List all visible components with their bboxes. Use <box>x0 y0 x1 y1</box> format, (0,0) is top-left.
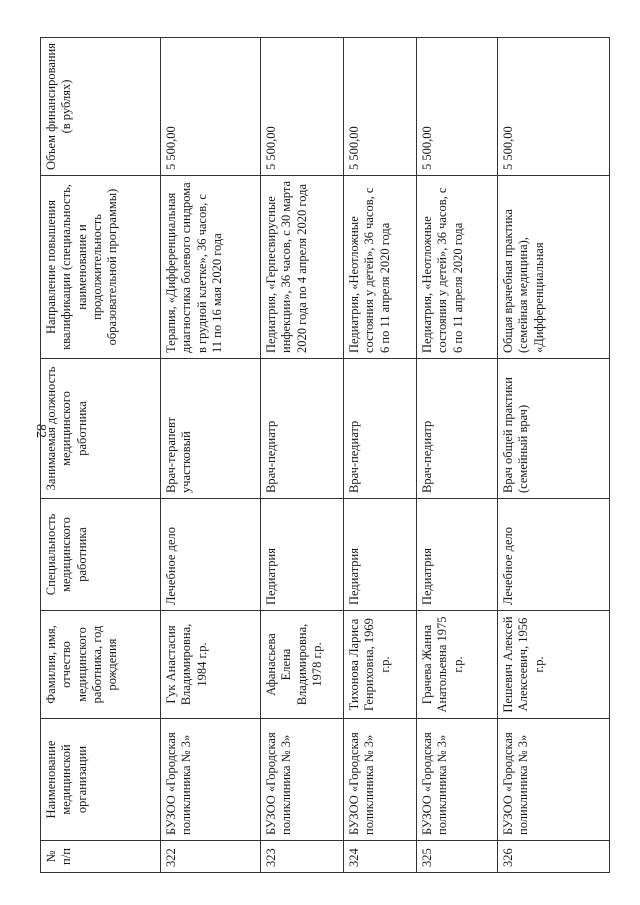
row-training: Терапия, «Дифференциальная диагностика болевого синдрома в грудной клетке», 36 часов, с 11 по 16 мая 2020 года <box>161 176 261 359</box>
row-specialty: Лечебное дело <box>498 499 610 611</box>
table-row <box>417 38 498 873</box>
row-training: Общая врачебная практика (семейная медицина), «Дифференциальная <box>498 176 610 359</box>
row-position: Врач общей практики (семейный врач) <box>498 359 610 499</box>
row-specialty: Педиатрия <box>261 499 344 611</box>
row-number: 322 <box>161 841 261 873</box>
row-number: 324 <box>344 841 417 873</box>
table-row <box>344 38 417 873</box>
row-organization: БУЗОО «Городская поликлиника № 3» <box>498 719 610 841</box>
row-position: Врач-педиатр <box>417 359 498 499</box>
row-training: Педиатрия, «Неотложные состояния у детей», 36 часов, с 6 по 11 апреля 2020 года <box>417 176 498 359</box>
row-specialty: Педиатрия <box>344 499 417 611</box>
row-organization: БУЗОО «Городская поликлиника № 3» <box>261 719 344 841</box>
row-specialty: Лечебное дело <box>161 499 261 611</box>
header-num: № п/п <box>41 841 161 873</box>
row-position: Врач-педиатр <box>344 359 417 499</box>
row-person: Гук Анастасия Владимировна, 1984 г.р. <box>161 611 261 719</box>
header-position: Занимаемая должность медицинского работника <box>41 359 161 499</box>
table-row <box>161 38 261 873</box>
row-training: Педиатрия, «Герпесвирусные инфекции», 36 часов, с 30 марта 2020 года по 4 апреля 2020 года <box>261 176 344 359</box>
row-amount: 5 500,00 <box>161 38 261 176</box>
table-row <box>261 38 344 873</box>
row-amount: 5 500,00 <box>498 38 610 176</box>
row-amount: 5 500,00 <box>344 38 417 176</box>
page-number: 82 <box>33 424 48 438</box>
row-person: Тихонова Лариса Генриховна, 1969 г.р. <box>344 611 417 719</box>
training-table <box>40 37 610 873</box>
header-amount: Объем финансирования (в рублях) <box>41 38 161 176</box>
row-amount: 5 500,00 <box>417 38 498 176</box>
row-position: Врач-педиатр <box>261 359 344 499</box>
row-number: 325 <box>417 841 498 873</box>
row-training: Педиатрия, «Неотложные состояния у детей», 36 часов, с 6 по 11 апреля 2020 года <box>344 176 417 359</box>
header-specialty: Специальность медицинского работника <box>41 499 161 611</box>
header-person: Фамилия, имя, отчество медицинского работника, год рождения <box>41 611 161 719</box>
row-organization: БУЗОО «Городская поликлиника № 3» <box>417 719 498 841</box>
row-amount: 5 500,00 <box>261 38 344 176</box>
rotated-table-wrapper <box>40 38 610 873</box>
table-row <box>498 38 610 873</box>
row-organization: БУЗОО «Городская поликлиника № 3» <box>161 719 261 841</box>
header-organization: Наименование медицинской организации <box>41 719 161 841</box>
row-organization: БУЗОО «Городская поликлиника № 3» <box>344 719 417 841</box>
row-number: 326 <box>498 841 610 873</box>
row-specialty: Педиатрия <box>417 499 498 611</box>
row-person: Грачева Жанна Анатольевна 1975 г.р. <box>417 611 498 719</box>
header-training: Направление повышения квалификации (специальность, наименование и продолжительность образовательной программы) <box>41 176 161 359</box>
row-number: 323 <box>261 841 344 873</box>
row-person: Пешевич Алексей Алексеевич, 1956 г.р. <box>498 611 610 719</box>
row-person: Афанасьева Елена Владимировна, 1978 г.р. <box>261 611 344 719</box>
table-header-row <box>41 38 161 873</box>
row-position: Врач-терапевт участковый <box>161 359 261 499</box>
